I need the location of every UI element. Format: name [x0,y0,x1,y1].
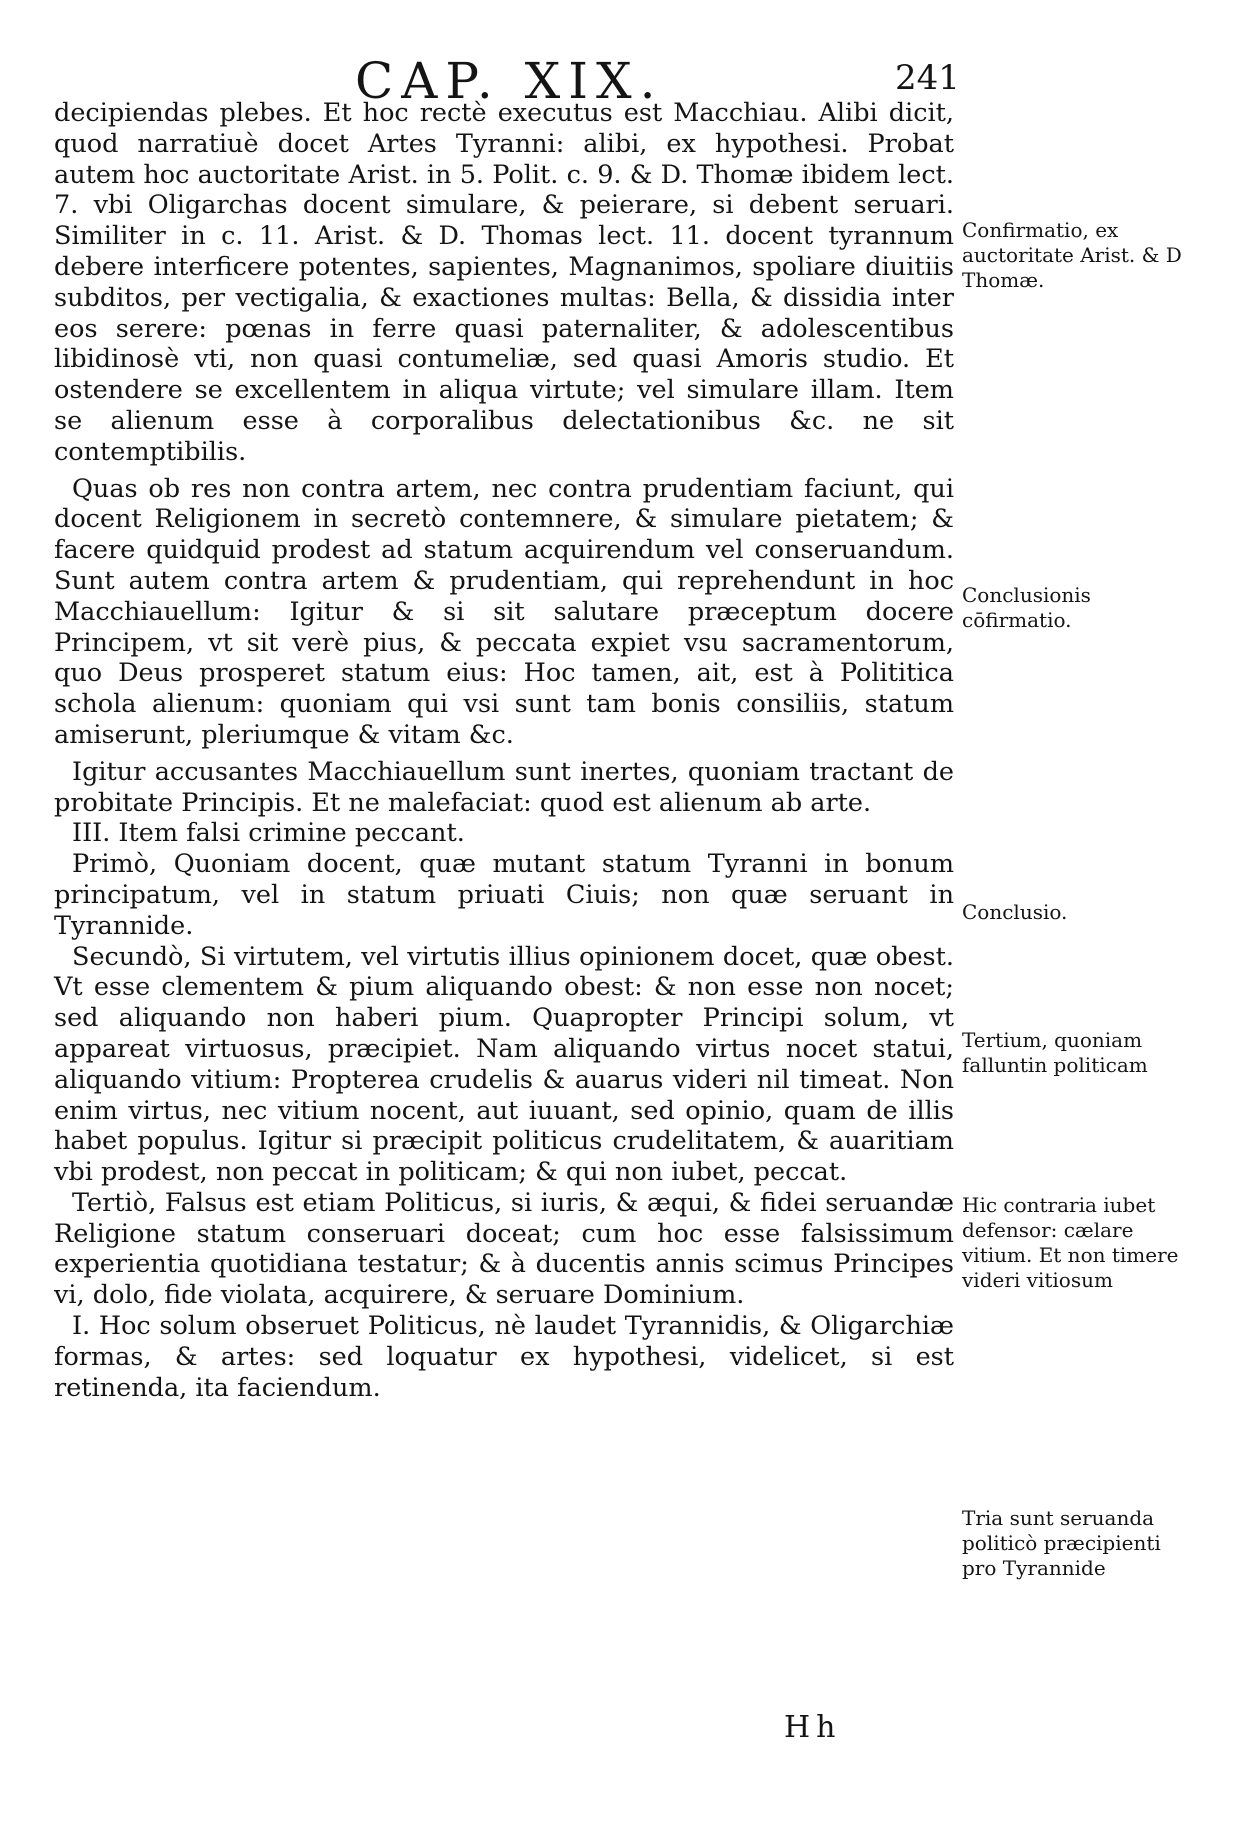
paragraph: III. Item falsi crimine peccant. [72,818,465,849]
chapter-heading: CAP. XIX. [355,52,664,110]
paragraph: Primò, Quoniam docent, quæ mutant statum Tyranni in bonum principatum, vel in statum priuati Ciuis; non quæ seruant in Tyrannide. [54,849,954,941]
paragraph: decipiendas plebes. Et hoc rectè executus est Macchiau. Alibi dicit, quod narratiuè docet Artes Tyranni: alibi, ex hypothesi. Probat autem hoc auctoritate Arist. in 5. Polit. c. 9. & D. Thomæ ibidem lect. 7. vbi Oligarchas docent simulare, & peierare, si debent seruari. Similiter in c. 11. Arist. & D. Thomas lect. 11. docent tyrannum debere interficere potentes, sapientes, Magnanimos, spoliare diuitiis subditos, per vectigalia, & exactiones multas: Bella, & dissidia inter eos serere: pœnas in ferre quasi paternaliter, & adolescentibus libidinosè vti, non quasi contumeliæ, sed quasi Amoris studio. Et ostendere se excellentem in aliqua virtute; vel simulare illam. Item se alienum esse à corporalibus delectationibus &c. ne sit contemptibilis. [54,98,954,467]
margin-note: Conclusionis cōfirmatio. [962,583,1091,632]
paragraph: Secundò, Si virtutem, vel virtutis illius opinionem docet, quæ obest. Vt esse clementem & pium aliquando obest: & non esse non nocet; sed aliquando non haberi pium. Quapropter Principi solum, vt appareat virtuosus, præcipiet. Nam aliquando virtus nocet statui, aliquando vitium: Propterea crudelis & auarus videri nil timeat. Non enim virtus, nec vitium nocent, aut iuuant, sed opinio, quam de illis habet populus. Igitur si præcipit politicus crudelitatem, & auaritiam vbi prodest, non peccat in politicam; & qui non iubet, peccat. [54,941,954,1188]
paragraph: Tertiò, Falsus est etiam Politicus, si iuris, & æqui, & fidei seruandæ Religione statum conseruari doceat; cum hoc esse falsissimum experientia quotidiana testatur; & à ducentis annis scimus Principes vi, dolo, fide violata, acquirere, & seruare Dominium. [54,1187,954,1311]
paragraph: Quas ob res non contra artem, nec contra prudentiam faciunt, qui docent Religionem in secretò contemnere, & simulare pietatem; & facere quidquid prodest ad statum acquirendum vel conseruandum. Sunt autem contra artem & prudentiam, qui reprehendunt in hoc Macchiauellum: Igitur & si sit salutare præceptum docere Principem, vt sit verè pius, & peccata expiet vsu sacramentorum, quo Deus prosperet statum eius: Hoc tamen, ait, est à Polititica schola alienum: quoniam qui vsi sunt tam bonis consiliis, statum amiserunt, pleriumque & vitam &c. [54,473,954,750]
paragraph: Igitur accusantes Macchiauellum sunt inertes, quoniam tractant de probitate Principis. Et ne malefaciat: quod est alienum ab arte. [54,756,954,818]
margin-note: Conclusio. [962,900,1068,924]
margin-note: Tertium, quoniam falluntin politicam [962,1028,1148,1077]
margin-note: Hic contraria iubet defensor: cælare vitium. Et non timere videri vitiosum [962,1193,1179,1292]
margin-note: Confirmatio, ex auctoritate Arist. & D Thomæ. [962,218,1182,292]
paragraph: I. Hoc solum obseruet Politicus, nè laudet Tyrannidis, & Oligarchiæ formas, & artes: sed loquatur ex hypothesi, videlicet, si est retinenda, ita faciendum. [54,1311,954,1403]
page-number: 241 [895,58,960,98]
main-text [54,98,954,1403]
margin-note: Tria sunt seruanda politicò præcipienti pro Tyrannide [962,1506,1161,1580]
signature-mark: Hh [784,1710,842,1745]
